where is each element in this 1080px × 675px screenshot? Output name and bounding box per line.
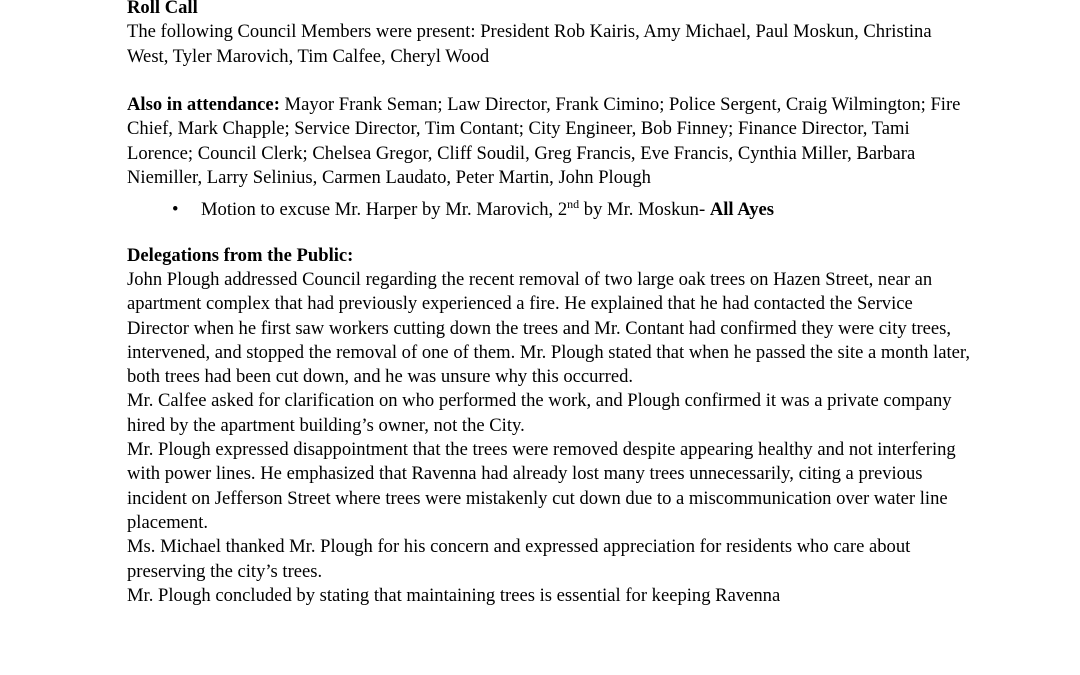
motion-superscript: nd [567, 197, 580, 212]
bullet-icon: • [172, 199, 179, 221]
motion-result: All Ayes [709, 199, 775, 221]
roll-call-section [127, 0, 977, 69]
delegation-paragraph: John Plough addressed Council regarding the recent removal of two large oak trees on Hazen Street, near an apartment complex that had previously experienced a fire. He explained that he had contacted the Service Director when he first saw workers cutting down the trees and Mr. Contant had confirmed they were city trees, intervened, and stopped the removal of one of them. Mr. Plough stated that when he passed the site a month later, both trees had been cut down, and he was unsure why this occurred. [127, 268, 970, 388]
delegation-paragraph: Mr. Plough expressed disappointment that the trees were removed despite appearing healthy and not interfering with power lines. He emphasized that Ravenna had already lost many trees unnecessarily, citing a previous incident on Jefferson Street where trees were mistakenly cut down due to a miscommunication over water line placement. [127, 439, 956, 533]
delegation-paragraph: Mr. Plough concluded by stating that maintaining trees is essential for keeping Ravenna [127, 584, 781, 606]
roll-call-text: The following Council Members were present: President Rob Kairis, Amy Michael, Paul Moskun, Christina West, Tyler Marovich, Tim Calfee, Cheryl Wood [127, 21, 932, 67]
roll-call-heading: Roll Call [127, 0, 198, 18]
delegations-section [127, 244, 977, 608]
attendance-section [127, 93, 977, 190]
delegation-paragraph: Mr. Calfee asked for clarification on who performed the work, and Plough confirmed it was a private company hired by the apartment building’s owner, not the City. [127, 390, 952, 436]
attendance-paragraph [127, 93, 977, 190]
document-page [127, 0, 977, 608]
delegations-heading: Delegations from the Public: [127, 244, 354, 266]
motion-text-after: by Mr. Moskun- [579, 199, 710, 221]
delegation-paragraph: Ms. Michael thanked Mr. Plough for his concern and expressed appreciation for residents who care about preserving the city’s trees. [127, 536, 911, 582]
attendance-text: Mayor Frank Seman; Law Director, Frank Cimino; Police Sergent, Craig Wilmington; Fire Chief, Mark Chapple; Service Director, Tim Contant; City Engineer, Bob Finney; Finance Director, Tami Lorence; Council Clerk; Chelsea Gregor, Cliff Soudil, Greg Francis, Eve Francis, Cynthia Miller, Barbara Niemiller, Larry Selinius, Carmen Laudato, Peter Martin, John Plough [127, 94, 961, 189]
motion-text-before: Motion to excuse Mr. Harper by Mr. Marovich, 2 [201, 199, 568, 221]
motion-text [201, 198, 774, 222]
motion-list-item [127, 198, 977, 222]
attendance-label: Also in attendance: [127, 94, 280, 116]
